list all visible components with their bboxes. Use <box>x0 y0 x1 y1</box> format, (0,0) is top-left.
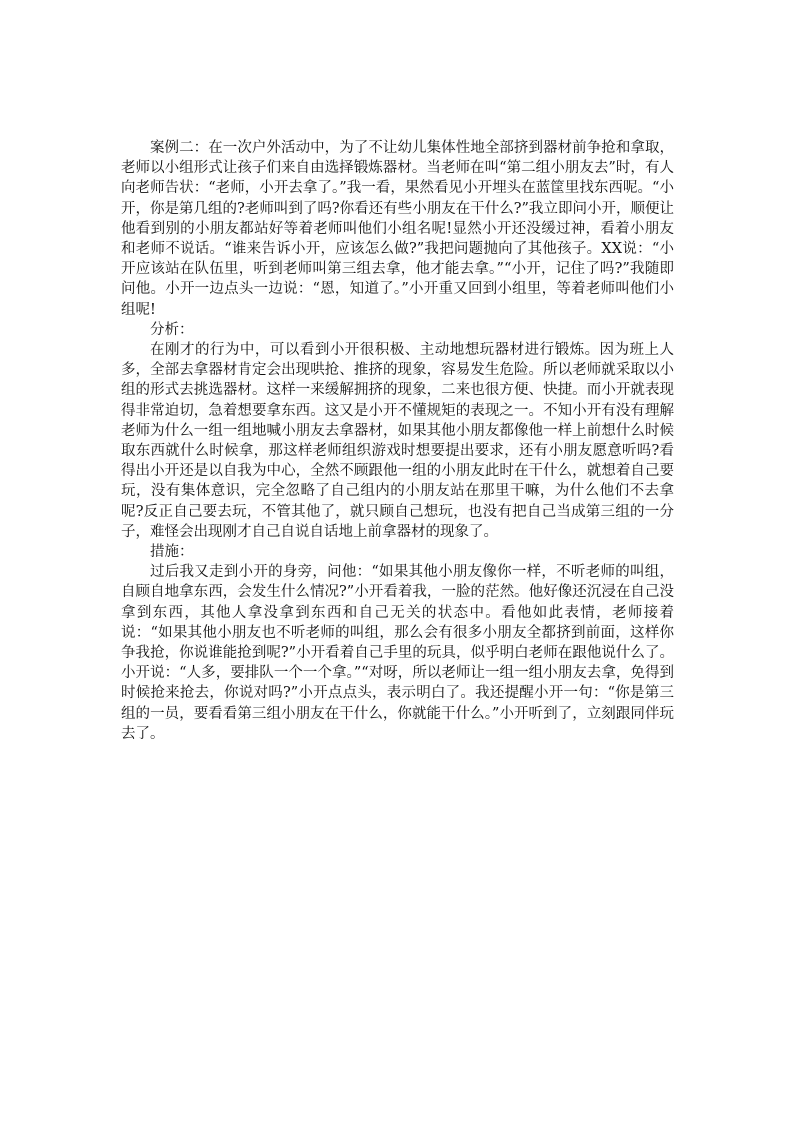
document-body <box>121 138 674 744</box>
measures-heading: 措施： <box>150 544 194 561</box>
analysis-paragraph: 在刚才的行为中，可以看到小开很积极、主动地想玩器材进行锻炼。因为班上人多，全部去拿器材肯定会出现哄抢、推挤的现象，容易发生危险。所以老师就采取以小组的形式去挑选器材。这样一来缓解拥挤的现象，二来也很方便、快捷。而小开就表现得非常迫切，急着想要拿东西。这又是小开不懂规矩的表现之一。不知小开有没有理解老师为什么一组一组地喊小朋友去拿器材，如果其他小朋友都像他一样上前想什么时候取东西就什么时候拿，那这样老师组织游戏时想要提出要求，还有小朋友愿意听吗?看得出小开还是以自我为中心，全然不顾跟他一组的小朋友此时在干什么，就想着自己要玩，没有集体意识，完全忽略了自己组内的小朋友站在那里干嘛，为什么他们不去拿呢?反正自己要去玩，不管其他了，就只顾自己想玩，也没有把自己当成第三组的一分子，难怪会出现刚才自己自说自话地上前拿器材的现象了。 <box>121 342 674 540</box>
case-paragraph: 案例二：在一次户外活动中，为了不让幼儿集体性地全部挤到器材前争抢和拿取，老师以小组形式让孩子们来自由选择锻炼器材。当老师在叫“第二组小朋友去”时，有人向老师告状：“老师，小开去拿了。”我一看，果然看见小开埋头在蓝筐里找东西呢。“小开，你是第几组的?老师叫到了吗?你看还有些小朋友在干什么?”我立即问小开，顺便让他看到别的小朋友都站好等着老师叫他们小组名呢!显然小开还没缓过神，看着小朋友和老师不说话。“谁来告诉小开，应该怎么做?”我把问题抛向了其他孩子。XX说：“小开应该站在队伍里，听到老师叫第三组去拿，他才能去拿。”“小开，记住了吗?”我随即问他。小开一边点头一边说：“恩，知道了。”小开重又回到小组里，等着老师叫他们小组呢! <box>121 140 674 318</box>
measures-paragraph: 过后我又走到小开的身旁，问他：“如果其他小朋友像你一样，不听老师的叫组，自顾自地拿东西，会发生什么情况?”小开看着我，一脸的茫然。他好像还沉浸在自己没拿到东西，其他人拿没拿到东西和自己无关的状态中。看他如此表情，老师接着说：“如果其他小朋友也不听老师的叫组，那么会有很多小朋友全都挤到前面，这样你争我抢，你说谁能抢到呢?”小开看着自己手里的玩具，似乎明白老师在跟他说什么了。小开说：“人多，要排队一个一个拿。”“对呀，所以老师让一组一组小朋友去拿，免得到时候抢来抢去，你说对吗?”小开点点头，表示明白了。我还提醒小开一句：“你是第三组的一员，要看看第三组小朋友在干什么，你就能干什么。”小开听到了，立刻跟同伴玩去了。 <box>121 564 674 742</box>
analysis-heading: 分析： <box>150 321 194 338</box>
